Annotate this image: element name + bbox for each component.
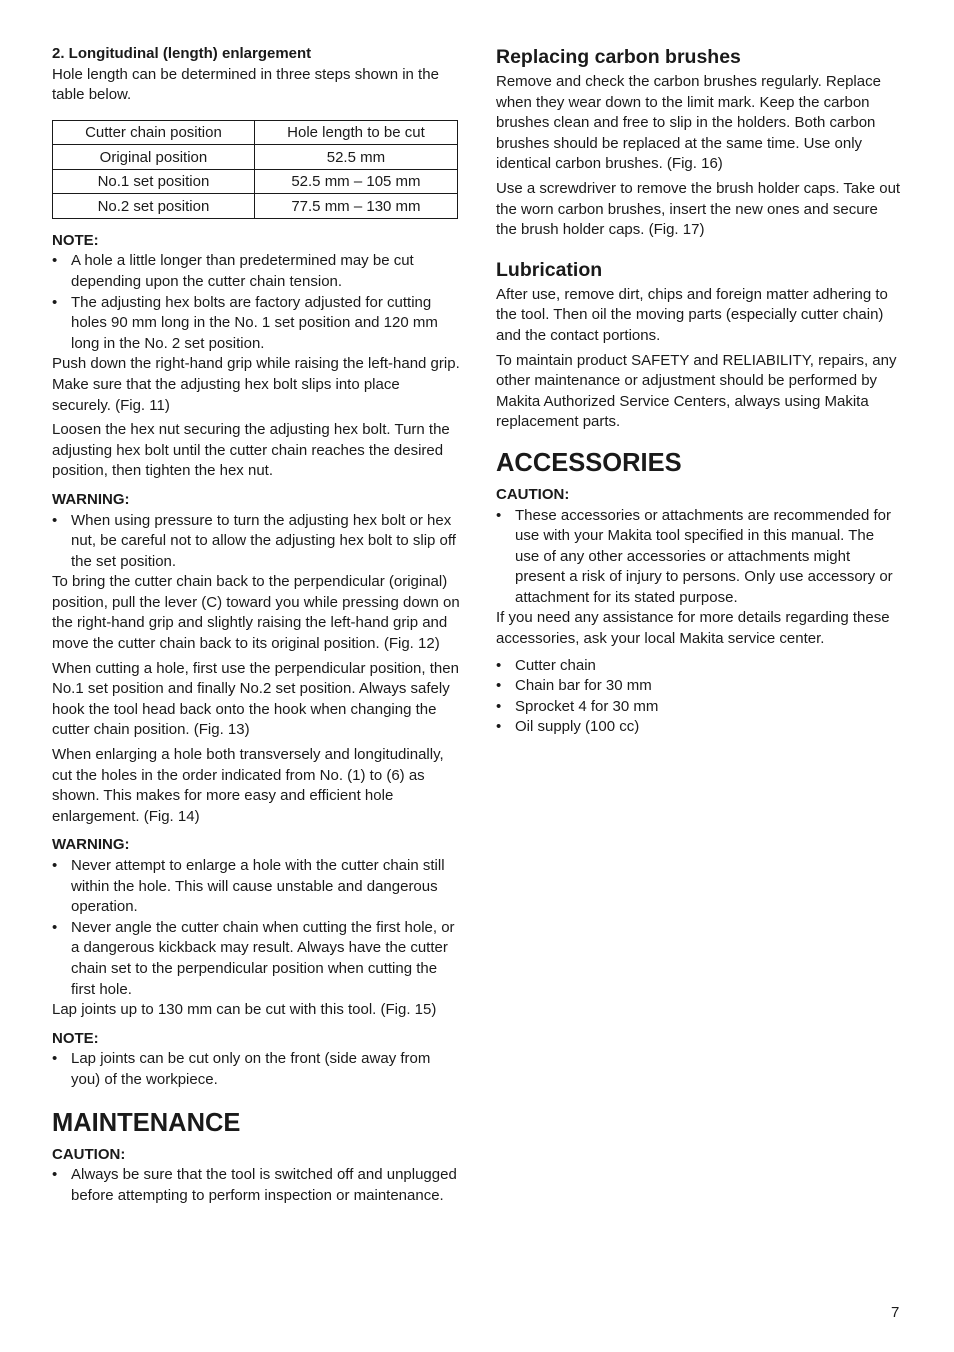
table-cell: 77.5 mm – 130 mm <box>254 194 457 219</box>
list-item: • Sprocket 4 for 30 mm <box>496 697 902 718</box>
warning-list <box>52 511 460 573</box>
paragraph: Remove and check the carbon brushes regularly. Replace when they wear down to the limit mark. Keep the carbon brushes clean and free to slip in the holders. Both carbon brushes should be replaced at the same time. Use only identical carbon brushes. (Fig. 16) <box>496 73 881 173</box>
right-column <box>496 44 902 738</box>
list-item: • Cutter chain <box>496 656 902 677</box>
table-cell: 52.5 mm – 105 mm <box>254 169 457 194</box>
paragraph: If you need any assistance for more details regarding these accessories, ask your local Makita service center. <box>496 609 890 648</box>
list-item: • A hole a little longer than predetermined may be cut depending upon the cutter chain tension. <box>52 251 460 292</box>
list-item: • These accessories or attachments are recommended for use with your Makita tool specified in this manual. The use of any other accessories or attachments might present a risk of injury to persons. Only use accessory or attachment for its stated purpose. <box>496 506 902 609</box>
list-item: • Oil supply (100 cc) <box>496 717 902 738</box>
table-row <box>53 169 458 194</box>
list-item: • Chain bar for 30 mm <box>496 676 902 697</box>
brushes-heading: Replacing carbon brushes <box>496 46 741 68</box>
list-item: • Lap joints can be cut only on the front (side away from you) of the workpiece. <box>52 1049 460 1090</box>
warning-list <box>52 856 460 1000</box>
maintenance-heading: MAINTENANCE <box>52 1108 241 1137</box>
paragraph: Loosen the hex nut securing the adjusting hex bolt. Turn the adjusting hex bolt until the cutter chain reaches the desired position, then tighten the hex nut. <box>52 421 450 480</box>
hole-length-table <box>52 120 458 219</box>
paragraph: When cutting a hole, first use the perpendicular position, then No.1 set position and finally No.2 set position. Always safely hook the tool head back onto the hook when changing the cutter chain position. (Fig. 13) <box>52 659 459 739</box>
note-label: NOTE: <box>52 1029 99 1047</box>
list-item: • When using pressure to turn the adjusting hex bolt or hex nut, be careful not to allow the adjusting hex bolt to slip off the set position. <box>52 511 460 573</box>
table-cell: No.1 set position <box>53 169 255 194</box>
paragraph: Use a screwdriver to remove the brush holder caps. Take out the worn carbon brushes, insert the new ones and secure the brush holder caps. (Fig. 17) <box>496 179 901 239</box>
section-heading-longitudinal: 2. Longitudinal (length) enlargement <box>52 45 312 62</box>
note-list <box>52 251 460 354</box>
paragraph: Hole length can be determined in three steps shown in the table below. <box>52 65 439 104</box>
table-header-cell: Cutter chain position <box>53 120 255 145</box>
table-header-cell: Hole length to be cut <box>254 120 457 145</box>
accessories-heading: ACCESSORIES <box>496 448 682 477</box>
warning-label: WARNING: <box>52 490 130 508</box>
list-item: • The adjusting hex bolts are factory adjusted for cutting holes 90 mm long in the No. 1 set position and 120 mm long in the No. 2 set position. <box>52 293 460 355</box>
paragraph: After use, remove dirt, chips and foreign matter adhering to the tool. Then oil the moving parts (especially cutter chain) and the contact portions. <box>496 285 888 344</box>
caution-label: CAUTION: <box>52 1145 126 1163</box>
table-row <box>53 145 458 170</box>
table-cell: 52.5 mm <box>254 145 457 170</box>
accessories-list <box>496 656 902 738</box>
caution-list <box>496 506 902 609</box>
paragraph: To bring the cutter chain back to the perpendicular (original) position, pull the lever (C) toward you while pressing down on the right-hand grip and slightly raising the left-hand grip and move the cutter chain back to its original position. (Fig. 12) <box>52 573 460 653</box>
paragraph: To maintain product SAFETY and RELIABILITY, repairs, any other maintenance or adjustment should be performed by Makita Authorized Service Centers, always using Makita replacement parts. <box>496 351 897 431</box>
caution-list <box>52 1165 460 1206</box>
left-column <box>52 44 460 1206</box>
table-cell: Original position <box>53 145 255 170</box>
paragraph: Push down the right-hand grip while raising the left-hand grip. Make sure that the adjusting hex bolt slips into place securely. (Fig. 11) <box>52 355 460 414</box>
list-item: • Never angle the cutter chain when cutting the first hole, or a dangerous kickback may result. Always have the cutter chain set to the perpendicular position when cutting the first hole. <box>52 918 460 1000</box>
warning-label: WARNING: <box>52 836 130 854</box>
lubrication-heading: Lubrication <box>496 258 603 281</box>
list-item: • Always be sure that the tool is switched off and unplugged before attempting to perform inspection or maintenance. <box>52 1165 460 1206</box>
paragraph: Lap joints up to 130 mm can be cut with this tool. (Fig. 15) <box>52 1001 437 1019</box>
caution-label: CAUTION: <box>496 485 570 503</box>
note-list <box>52 1049 460 1090</box>
list-item: • Never attempt to enlarge a hole with the cutter chain still within the hole. This will cause unstable and dangerous operation. <box>52 856 460 918</box>
page-number: 7 <box>891 1304 900 1321</box>
note-label: NOTE: <box>52 231 99 249</box>
paragraph: When enlarging a hole both transversely and longitudinally, cut the holes in the order indicated from No. (1) to (6) as shown. This makes for more easy and efficient hole enlargement. (Fig. 14) <box>52 746 444 825</box>
table-cell: No.2 set position <box>53 194 255 219</box>
table-header-row <box>53 120 458 145</box>
table-row <box>53 194 458 219</box>
